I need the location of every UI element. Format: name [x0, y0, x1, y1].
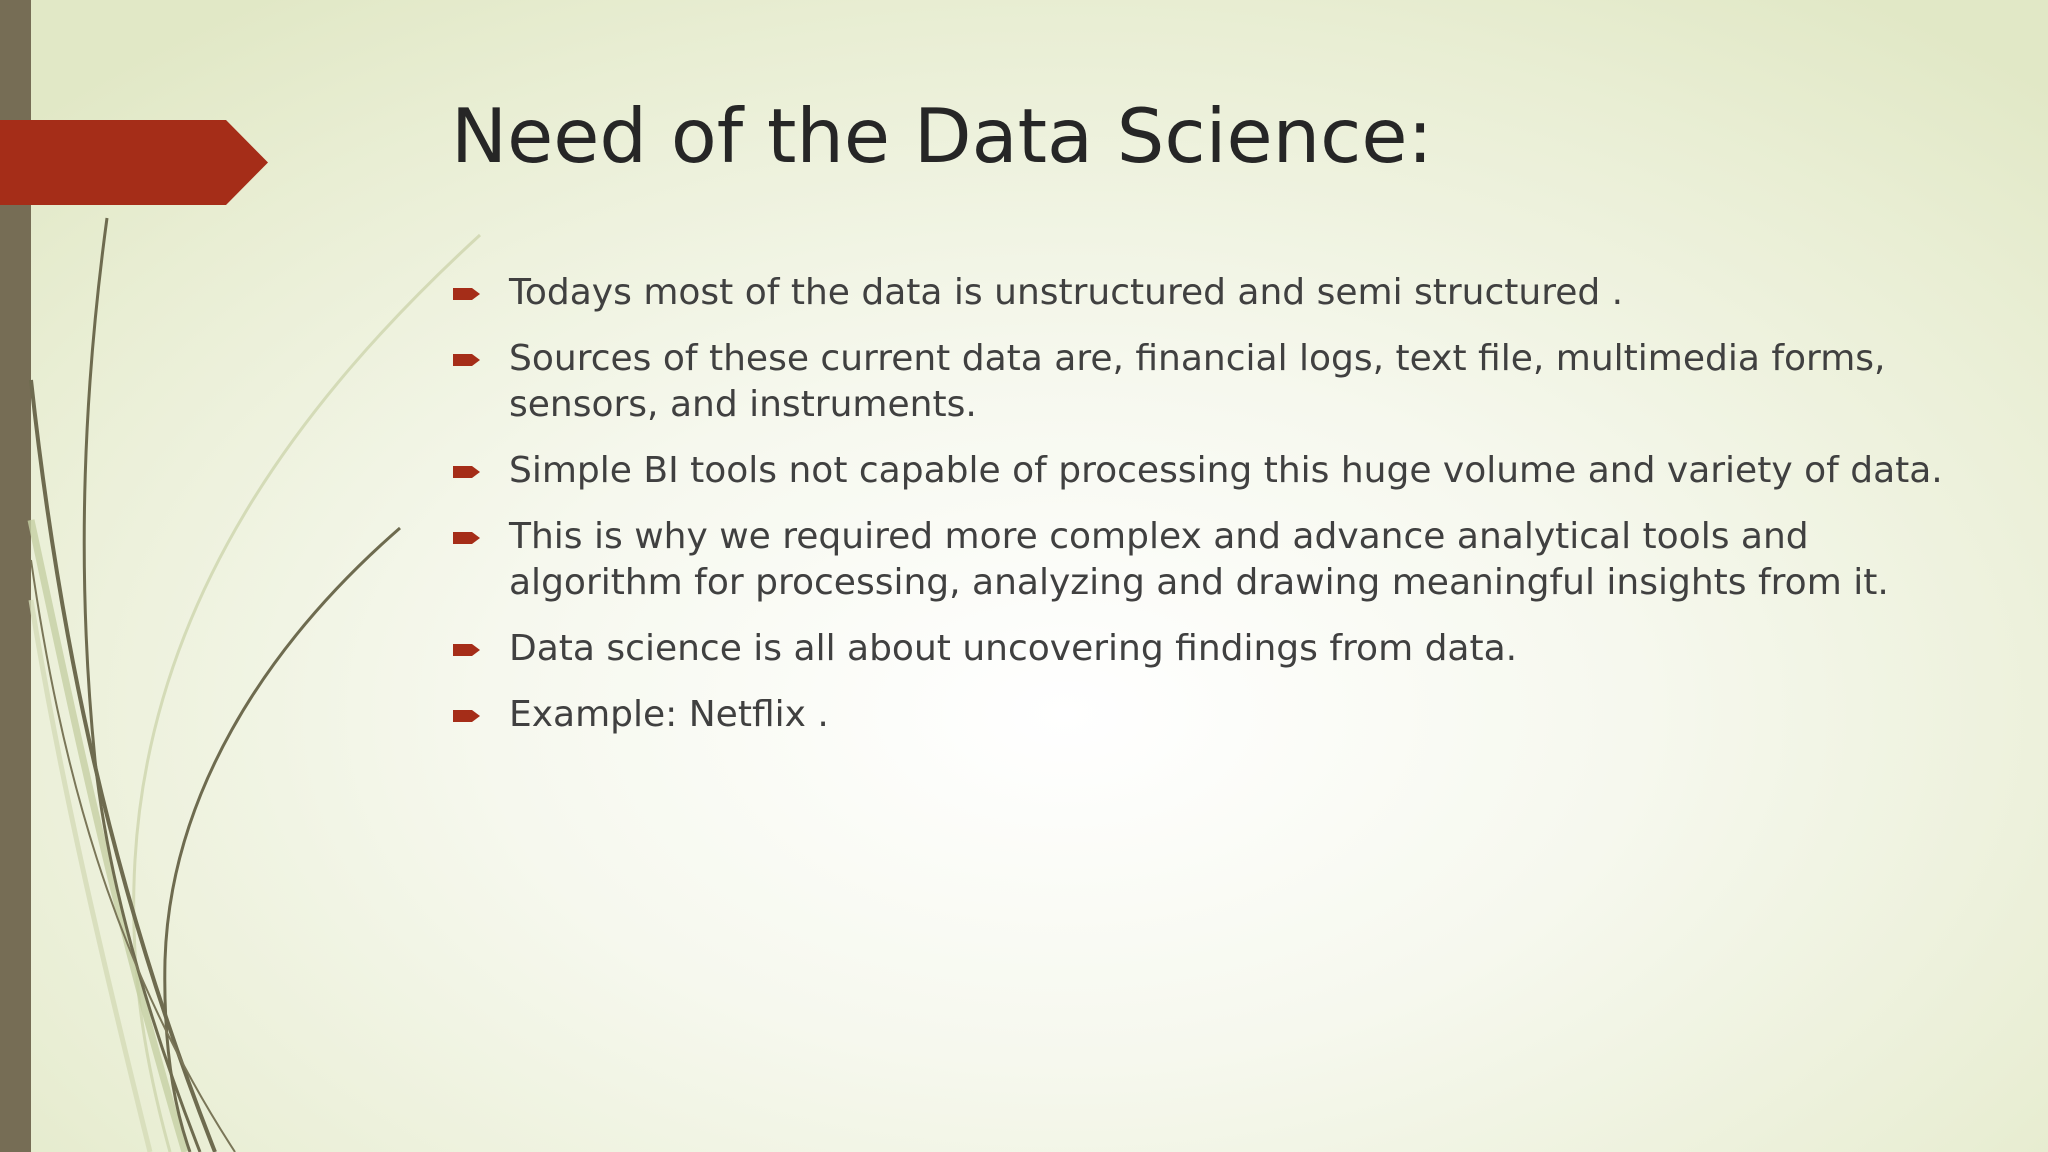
bullet-item [451, 692, 1951, 738]
bullet-text: Todays most of the data is unstructured and semi structured . [509, 272, 1624, 313]
bullet-item [451, 626, 1951, 672]
bullet-list [451, 270, 1951, 758]
right-arrow-icon [453, 287, 481, 301]
bullet-item [451, 270, 1951, 316]
bullet-item [451, 514, 1951, 606]
bullet-text: This is why we required more complex and advance analytical tools and algorithm for processing, analyzing and drawing meaningful insights from it. [509, 516, 1889, 603]
right-arrow-icon [453, 643, 481, 657]
right-arrow-icon [453, 531, 481, 545]
right-arrow-icon [453, 353, 481, 367]
right-arrow-icon [453, 709, 481, 723]
slide-title: Need of the Data Science: [451, 92, 1433, 180]
bullet-item [451, 448, 1951, 494]
bullet-text: Example: Netflix . [509, 694, 829, 735]
title-arrow-tab [0, 120, 268, 205]
bullet-item [451, 336, 1951, 428]
bullet-text: Sources of these current data are, financial logs, text file, multimedia forms, sensors, and instruments. [509, 338, 1886, 425]
bullet-text: Data science is all about uncovering findings from data. [509, 628, 1518, 669]
bullet-text: Simple BI tools not capable of processing this huge volume and variety of data. [509, 450, 1943, 491]
right-arrow-icon [453, 465, 481, 479]
